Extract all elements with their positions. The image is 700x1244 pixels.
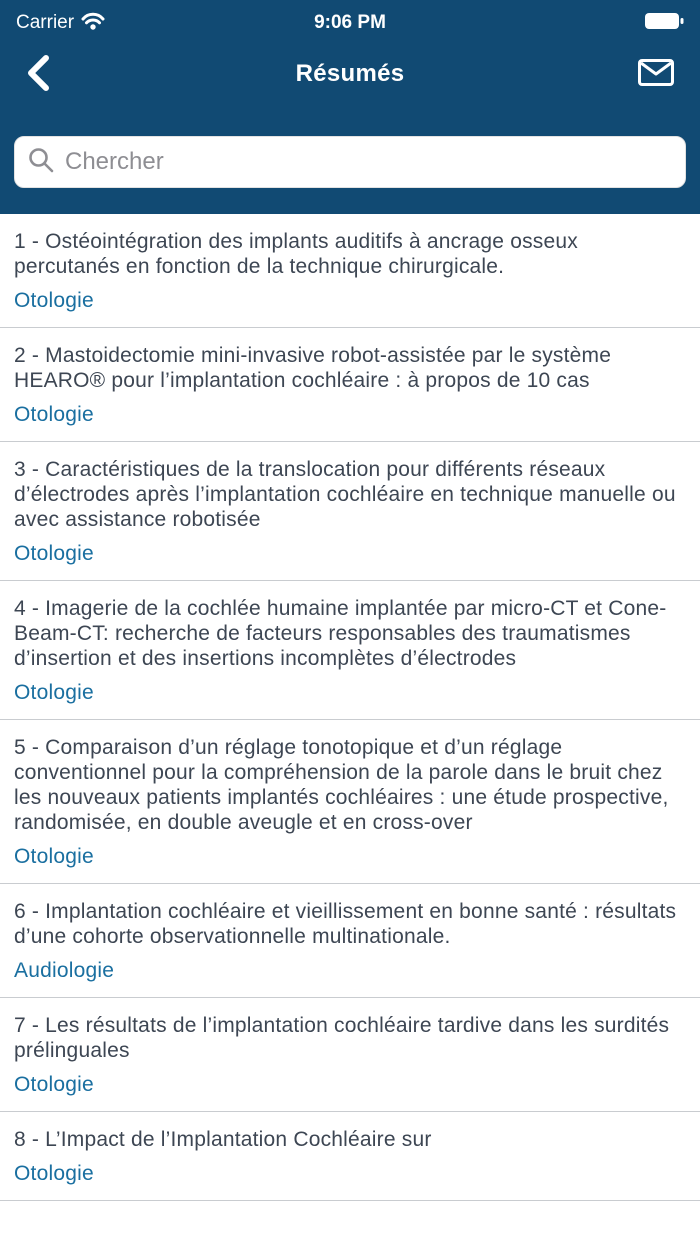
abstract-title: 3 - Caractéristiques de la translocation pour différents réseaux d’électrodes après l’implantation cochléaire en technique manuelle ou avec assistance robotisée bbox=[14, 458, 676, 531]
category-link[interactable]: Otologie bbox=[14, 1162, 94, 1185]
category-link[interactable]: Otologie bbox=[14, 845, 94, 868]
mail-icon bbox=[638, 59, 674, 89]
search-box[interactable] bbox=[14, 136, 686, 188]
category-link[interactable]: Otologie bbox=[14, 542, 94, 565]
category-link[interactable]: Otologie bbox=[14, 1073, 94, 1096]
category-link[interactable]: Otologie bbox=[14, 681, 94, 704]
search-input[interactable] bbox=[65, 148, 673, 176]
abstract-list bbox=[0, 214, 700, 1201]
category-link[interactable]: Otologie bbox=[14, 403, 94, 426]
list-item[interactable] bbox=[0, 328, 700, 442]
category-link[interactable]: Audiologie bbox=[14, 959, 115, 982]
list-item[interactable] bbox=[0, 884, 700, 998]
list-item[interactable] bbox=[0, 998, 700, 1112]
list-item[interactable] bbox=[0, 214, 700, 328]
wifi-icon bbox=[81, 12, 105, 35]
abstract-title: 5 - Comparaison d’un réglage tonotopique et d’un réglage conventionnel pour la compréhension de la parole dans le bruit chez les nouveaux patients implantés cochléaires : une étude prospective, randomisée, en double aveugle et en cross-over bbox=[14, 736, 669, 834]
status-right bbox=[644, 12, 684, 35]
header bbox=[0, 0, 700, 214]
status-bar bbox=[0, 0, 700, 38]
status-time: 9:06 PM bbox=[314, 12, 386, 33]
list-item[interactable] bbox=[0, 442, 700, 581]
list-item[interactable] bbox=[0, 1112, 700, 1201]
back-button[interactable] bbox=[20, 38, 56, 110]
abstract-title: 4 - Imagerie de la cochlée humaine implantée par micro-CT et Cone-Beam-CT: recherche de facteurs responsables des traumatismes d’insertion et des insertions incomplètes d’électrodes bbox=[14, 597, 667, 670]
page-title: Résumés bbox=[295, 60, 405, 87]
chevron-left-icon bbox=[26, 54, 50, 95]
search-section bbox=[0, 110, 700, 214]
carrier-label: Carrier bbox=[16, 12, 75, 33]
battery-icon bbox=[644, 12, 684, 35]
nav-bar bbox=[0, 38, 700, 110]
status-left bbox=[16, 12, 105, 35]
abstract-title: 7 - Les résultats de l’implantation cochléaire tardive dans les surdités prélinguales bbox=[14, 1014, 670, 1062]
mail-button[interactable] bbox=[632, 38, 680, 110]
abstract-title: 1 - Ostéointégration des implants auditifs à ancrage osseux percutanés en fonction de la technique chirurgicale. bbox=[14, 230, 578, 278]
list-item[interactable] bbox=[0, 581, 700, 720]
abstract-title: 2 - Mastoidectomie mini-invasive robot-assistée par le système HEARO® pour l’implantation cochléaire : à propos de 10 cas bbox=[14, 344, 612, 392]
abstract-title: 6 - Implantation cochléaire et vieillissement en bonne santé : résultats d’une cohorte observationnelle multinationale. bbox=[14, 900, 677, 948]
search-icon bbox=[27, 146, 55, 179]
abstract-title: 8 - L’Impact de l’Implantation Cochléaire sur bbox=[14, 1128, 432, 1151]
category-link[interactable]: Otologie bbox=[14, 289, 94, 312]
list-item[interactable] bbox=[0, 720, 700, 884]
